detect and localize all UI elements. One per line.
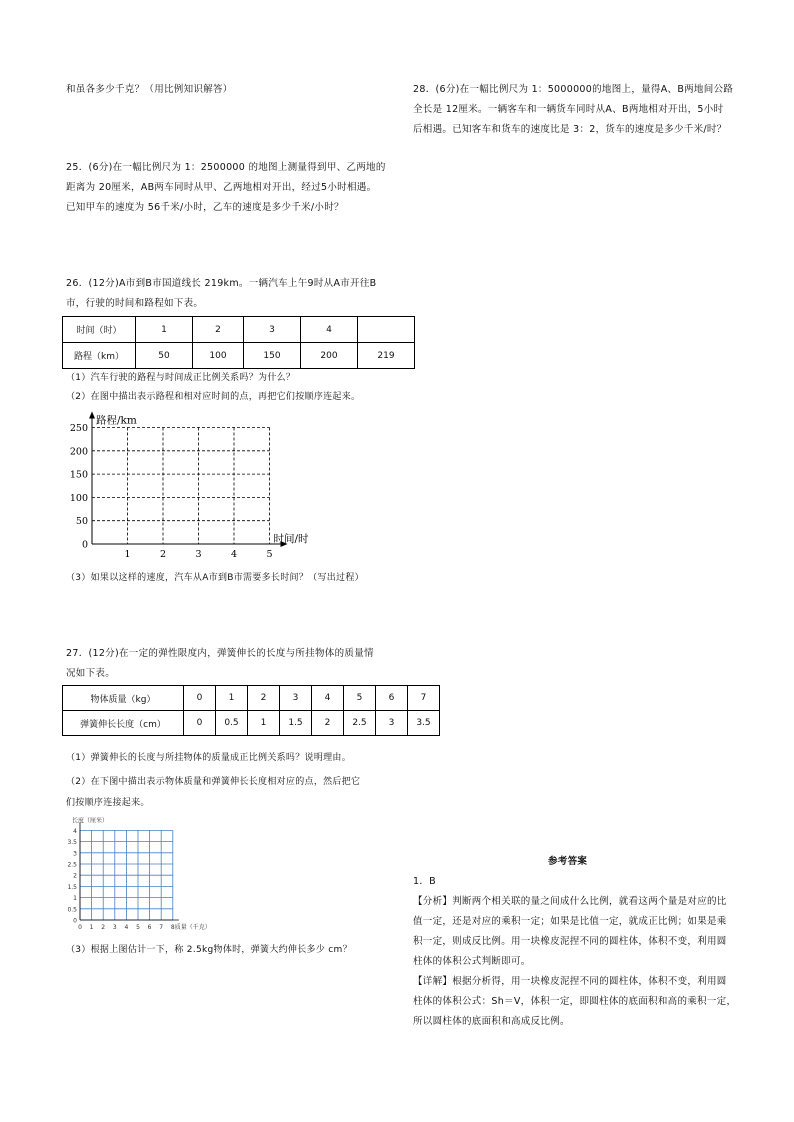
x-tick-label: 5 <box>136 924 140 931</box>
y-tick-label: 0.5 <box>67 906 77 914</box>
table-cell: 1 <box>136 317 193 343</box>
answer-line-7: 所以圆柱体的底面积和高成反比例。 <box>413 1016 570 1027</box>
table-row <box>63 686 440 711</box>
answer-line-1: 【分析】判断两个相关联的量之间成什么比例，就看这两个量是对应的比 <box>413 896 727 907</box>
q27-table <box>62 685 440 736</box>
table-cell: 0 <box>184 711 216 736</box>
table-cell: 4 <box>312 686 344 711</box>
table-cell: 3 <box>280 686 312 711</box>
table-cell: 4 <box>301 317 358 343</box>
answer-item-1: 1．B <box>413 876 436 887</box>
y-axis-label: 路程/km <box>96 414 137 427</box>
x-tick-label: 3 <box>195 549 202 560</box>
y-tick-label: 2 <box>73 872 77 880</box>
x-tick-label: 1 <box>89 924 94 931</box>
q25-line-2: 距离为 20厘米，AB两车同时从甲、乙两地相对开出，经过5小时相遇。 <box>66 182 377 193</box>
table-cell: 0 <box>184 686 216 711</box>
table-cell: 150 <box>244 343 301 369</box>
x-tick-label: 3 <box>112 924 117 931</box>
spring-length-grid <box>60 812 230 937</box>
q28-line-1: 28．(6分)在一幅比例尺为 1：5000000的地图上，量得A、B两地间公路 <box>413 84 734 95</box>
x-axis-label: 质量（千克） <box>174 924 211 931</box>
table-cell: 2 <box>312 711 344 736</box>
table-cell <box>358 317 415 343</box>
answers-heading: 参考答案 <box>548 856 588 867</box>
table-cell: 2 <box>248 686 280 711</box>
table-cell: 2 <box>193 317 244 343</box>
y-tick-label: 0 <box>73 917 77 925</box>
q24-tail-text: 和虽各多少千克？（用比例知识解答） <box>66 84 233 95</box>
table-cell: 3.5 <box>408 711 440 736</box>
answer-line-5: 【详解】根据分析得，用一块橡皮泥捏不同的圆柱体，体积不变，利用圆 <box>413 976 727 987</box>
table-cell: 50 <box>136 343 193 369</box>
y-axis-label: 长度（厘米） <box>72 817 109 825</box>
table-cell: 2.5 <box>344 711 376 736</box>
q27-sub1: （1）弹簧伸长的长度与所挂物体的质量成正比例关系吗？说明理由。 <box>66 753 352 763</box>
x-tick-label: 2 <box>101 924 106 931</box>
q27-line-2: 况如下表。 <box>66 668 116 679</box>
q27-sub2-line-1: （2）在下图中描出表示物体质量和弹簧伸长长度相对应的点，然后把它 <box>66 777 361 787</box>
table-cell: 3 <box>376 711 408 736</box>
table-cell: 物体质量（kg） <box>63 686 184 711</box>
q26-table <box>62 316 415 369</box>
q28-line-3: 后相遇。已知客车和货车的速度比是 3：2，货车的速度是多少千米/时？ <box>413 124 727 135</box>
x-tick-label: 4 <box>124 924 129 931</box>
answer-line-2: 值一定，还是对应的乘积一定；如果是比值一定，就成正比例；如果是乘 <box>413 916 727 927</box>
y-axis-arrow <box>89 412 95 419</box>
q26-line-1: 26．(12分)A市到B市国道线长 219km。一辆汽车上午9时从A市开往B <box>66 278 377 289</box>
answer-line-6: 柱体的体积公式：Sh＝V，体积一定，即圆柱体的底面积和高的乘积一定， <box>413 996 737 1007</box>
y-tick-label: 2.5 <box>67 861 77 869</box>
x-tick-label: 0 <box>78 924 82 931</box>
y-tick-label: 3 <box>73 850 77 858</box>
table-cell: 6 <box>376 686 408 711</box>
table-cell: 7 <box>408 686 440 711</box>
table-row <box>63 317 415 343</box>
answer-line-4: 柱体的体积公式判断即可。 <box>413 956 531 967</box>
y-tick-label: 200 <box>69 446 88 458</box>
x-tick-label: 8 <box>170 924 175 931</box>
table-row <box>63 711 440 736</box>
y-tick-label: 3.5 <box>67 839 77 847</box>
q26-line-2: 市，行驶的时间和路程如下表。 <box>66 298 204 309</box>
table-cell: 1 <box>248 711 280 736</box>
q28-line-2: 全长是 12厘米。一辆客车和一辆货车同时从A、B两地相对开出，5小时 <box>413 104 724 115</box>
q26-sub3: （3）如果以这样的速度，汽车从A市到B市需要多长时间？（写出过程） <box>66 573 364 583</box>
q26-sub2: （2）在图中描出表示路程和相对应时间的点，再把它们按顺序连起来。 <box>66 392 361 402</box>
q27-sub3: （3）根据上图估计一下，称 2.5kg物体时，弹簧大约伸长多少 cm？ <box>66 945 352 955</box>
table-cell: 1 <box>216 686 248 711</box>
q27-line-1: 27．(12分)在一定的弹性限度内，弹簧伸长的长度与所挂物体的质量情 <box>66 648 374 659</box>
table-row <box>63 343 415 369</box>
table-cell: 5 <box>344 686 376 711</box>
q25-line-1: 25．(6分)在一幅比例尺为 1：2500000 的地图上测量得到甲、乙两地的 <box>66 162 386 173</box>
table-cell: 219 <box>358 343 415 369</box>
x-tick-label: 2 <box>159 549 167 560</box>
y-tick-label: 250 <box>69 423 88 434</box>
table-cell: 100 <box>193 343 244 369</box>
table-cell: 弹簧伸长长度（cm） <box>63 711 184 736</box>
x-tick-label: 6 <box>147 924 152 931</box>
y-tick-label: 50 <box>75 516 88 528</box>
q26-sub1: （1）汽车行驶的路程与时间成正比例关系吗？为什么？ <box>66 373 296 383</box>
table-cell: 3 <box>244 317 301 343</box>
table-cell: 0.5 <box>216 711 248 736</box>
distance-time-grid <box>60 410 320 560</box>
table-cell: 1.5 <box>280 711 312 736</box>
y-tick-label: 4 <box>73 827 77 835</box>
y-tick-label: 0 <box>81 539 88 551</box>
y-tick-label: 1 <box>73 895 77 903</box>
y-tick-label: 1.5 <box>67 883 77 891</box>
x-tick-label: 4 <box>230 549 238 560</box>
table-cell: 路程（km） <box>63 343 136 369</box>
x-tick-label: 7 <box>159 924 164 931</box>
answer-line-3: 积一定，则成反比例。用一块橡皮泥捏不同的圆柱体，体积不变，利用圆 <box>413 936 727 947</box>
q27-sub2-line-2: 们按顺序连接起来。 <box>66 798 150 808</box>
x-axis-label: 时间/时 <box>273 533 309 545</box>
table-cell: 200 <box>301 343 358 369</box>
x-tick-label: 1 <box>124 549 131 560</box>
table-cell: 时间（时） <box>63 317 136 343</box>
q25-line-3: 已知甲车的速度为 56千米/小时，乙车的速度是多少千米/小时？ <box>66 202 344 213</box>
x-tick-label: 5 <box>266 549 273 560</box>
y-tick-label: 100 <box>69 492 88 504</box>
y-tick-label: 150 <box>69 469 88 481</box>
